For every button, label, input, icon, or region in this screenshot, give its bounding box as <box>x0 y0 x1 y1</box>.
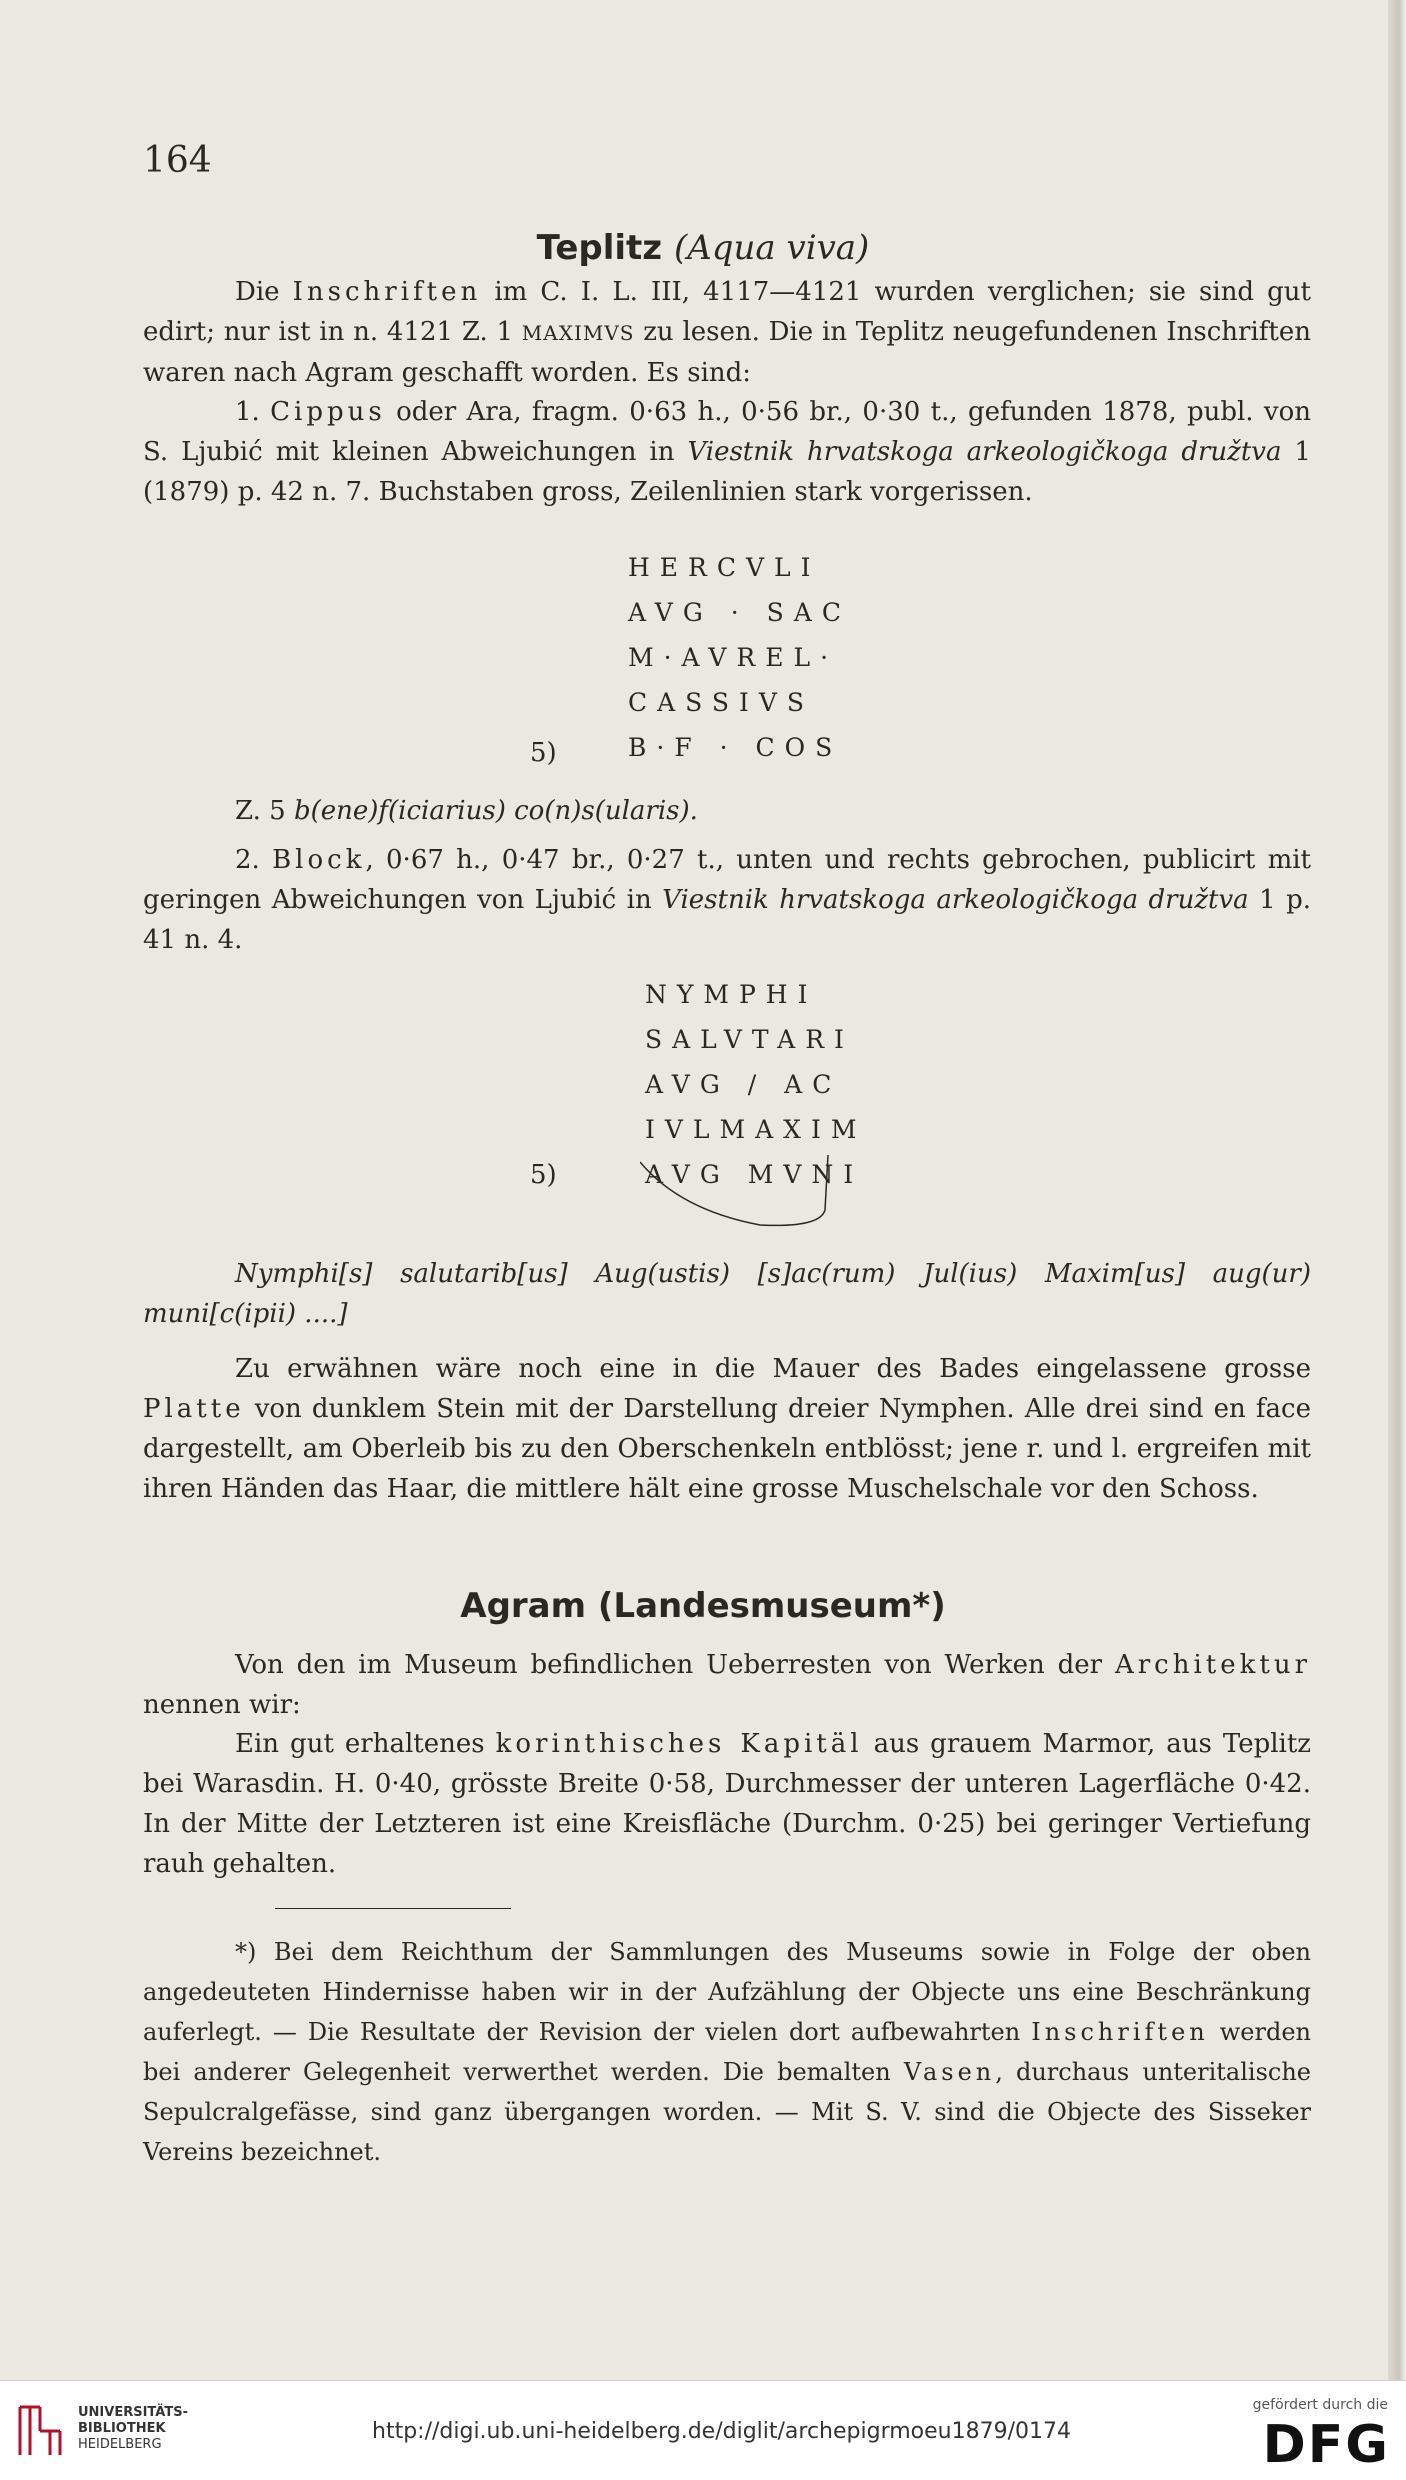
inscription-line: AVG MVNI <box>645 1160 864 1189</box>
reading-inscription-2: Nymphi[s] salutarib[us] Aug(ustis) [s]ac(rum) Jul(ius) Maxim[us] aug(ur) muni[c(ipii) ....] <box>143 1259 1311 1329</box>
architecture-paragraph: Von den im Museum befindlichen Ueberresten von Werken der Architektur nennen wir: <box>143 1650 1311 1720</box>
inscription-2-line-number: 5) <box>530 1160 557 1190</box>
item-2-paragraph: 2. Block, 0·67 h., 0·47 br., 0·27 t., unten und rechts gebrochen, publicirt mit geringen Abweichungen von Ljubić in Viestnik hrvatskoga arkeologičkoga družtva 1 p. 41 n. 4. <box>143 845 1311 955</box>
inscription-1 <box>628 545 851 770</box>
section-title-agram: Agram (Landesmuseum*) <box>460 1586 946 1626</box>
page-number: 164 <box>143 140 212 181</box>
footnote-rule <box>275 1908 511 1909</box>
section-subtitle: (Aqua viva) <box>673 228 870 268</box>
section-title-teplitz <box>0 228 1406 268</box>
inscription-1-line-number: 5) <box>530 738 557 768</box>
inscription-line: IVLMAXIM <box>645 1115 867 1144</box>
inscription-2-break-mark <box>640 1150 850 1230</box>
inscription-line: SALVTARI <box>645 1025 854 1054</box>
viewer-footer <box>0 2380 1406 2480</box>
item-1-paragraph: 1. Cippus oder Ara, fragm. 0·63 h., 0·56 br., 0·30 t., gefunden 1878, publ. von S. Ljubić mit kleinen Abweichungen in Viestnik hrvatskoga arkeologičkoga družtva 1 (1879) p. 42 n. 7. Buchstaben gross, Zeilenlinien stark vorgerissen. <box>143 397 1311 507</box>
inscription-line: B·F · COS <box>628 733 843 762</box>
note-z5: Z. 5 b(ene)f(iciarius) co(n)s(ularis). <box>235 796 698 826</box>
dfg-logo: DFG <box>1262 2415 1390 2475</box>
inscription-line: HERCVLI <box>628 553 821 582</box>
funded-by-label: gefördert durch die <box>1252 2397 1388 2413</box>
source-url-link[interactable]: http://digi.ub.uni-heidelberg.de/diglit/archepigrmoeu1879/0174 <box>372 2419 1071 2444</box>
footnote: *) Bei dem Reichthum der Sammlungen des Museums sowie in Folge der oben angedeuteten Hindernisse haben wir in der Aufzählung der Objecte uns eine Beschränkung auferlegt. — Die Resultate der Revision der vielen dort aufbewahrten Inschriften werden bei anderer Gelegenheit verwerthet werden. Die bemalten Vasen, durchaus unteritalische Sepulcralgefässe, sind ganz übergangen worden. — Mit S. V. sind die Objecte des Sisseker Vereins bezeichnet. <box>143 1938 1312 2166</box>
nymph-slab-paragraph: Zu erwähnen wäre noch eine in die Mauer des Bades eingelassene grosse Platte von dunklem Stein mit der Darstellung dreier Nymphen. Alle drei sind en face dargestellt, am Oberleib bis zu den Oberschenkeln entblösst; jene r. und l. ergreifen mit ihren Händen das Haar, die mittlere hält eine grosse Muschelschale vor den Schoss. <box>143 1354 1311 1504</box>
capital-paragraph: Ein gut erhaltenes korinthisches Kapitäl aus grauem Marmor, aus Teplitz bei Warasdin. H. 0·40, grösste Breite 0·58, Durchmesser der unteren Lagerfläche 0·42. In der Mitte der Letzteren ist eine Kreisfläche (Durchm. 0·25) bei geringer Vertiefung rauh gehalten. <box>143 1729 1311 1879</box>
inscription-line: AVG · SAC <box>628 598 851 627</box>
inscription-line: M·AVREL· <box>628 643 839 672</box>
page-edge <box>1388 0 1406 2380</box>
library-name: UNIVERSITÄTS- BIBLIOTHEK HEIDELBERG <box>78 2405 188 2452</box>
library-logo-icon <box>14 2401 68 2461</box>
inscription-line: AVG / AC <box>645 1070 842 1099</box>
inscription-line: CASSIVS <box>628 688 815 717</box>
inscription-line: NYMPHI <box>645 980 818 1009</box>
section-title-text: Teplitz <box>536 228 663 268</box>
intro-paragraph: Die Inschriften im C. I. L. III, 4117—4121 wurden verglichen; sie sind gut edirt; nur ist in n. 4121 Z. 1 MAXIMVS zu lesen. Die in Teplitz neugefundenen Inschriften waren nach Agram geschafft worden. Es sind: <box>143 277 1312 388</box>
